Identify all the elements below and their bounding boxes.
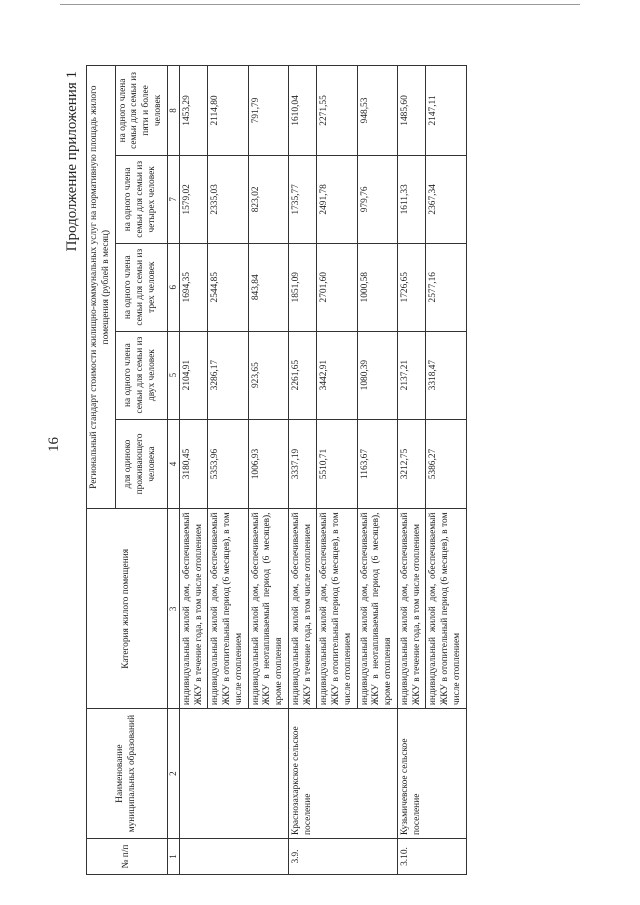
row-category: индивидуальный жилой дом, обеспечиваемый ЖКУ в отопительный период (6 месяцев), в том числе отоплением [208,509,248,709]
row-category: индивидуальный жилой дом, обеспечиваемый ЖКУ в неотапливаемый период (6 месяцев), кроме отопления [248,509,288,709]
header-col6: на одного члена семьи для семьи из трех человек [115,243,167,331]
cell-value: 2114,80 [208,66,248,156]
row-num [179,839,288,875]
header-col5: на одного члена семьи для семьи из двух человек [115,331,167,419]
column-number: 3 [167,509,179,709]
column-number: 8 [167,66,179,156]
row-category: индивидуальный жилой дом, обеспечиваемый ЖКУ в течение года, в том числе отоплением [397,509,426,709]
column-number: 1 [167,839,179,875]
row-municipality [179,709,288,839]
cell-value: 1611,33 [397,155,426,243]
cell-value: 1485,60 [397,66,426,156]
row-municipality: Кузьмичевское сельское поселение [397,709,466,839]
header-col8: на одного члена семьи для семьи из пяти и более человек [115,66,167,156]
header-col4: для одиноко проживающего человека [115,419,167,509]
cell-value: 1851,09 [288,243,317,331]
cell-value: 3180,45 [179,419,208,509]
row-category: индивидуальный жилой дом, обеспечиваемый ЖКУ в течение года, в том числе отоплением [179,509,208,709]
cell-value: 1579,02 [179,155,208,243]
housing-standard-table [86,65,467,875]
cell-value: 2104,91 [179,331,208,419]
cell-value: 2544,85 [208,243,248,331]
cell-value: 3337,19 [288,419,317,509]
cell-value: 1726,65 [397,243,426,331]
header-standard-title: Региональный стандарт стоимости жилищно-коммунальных услуг на нормативную площадь жилого помещения (рублей в месяц) [87,66,116,509]
cell-value: 2577,16 [426,243,466,331]
row-category: индивидуальный жилой дом, обеспечиваемый ЖКУ в неотапливаемый период (6 месяцев), кроме отопления [357,509,397,709]
row-category: индивидуальный жилой дом, обеспечиваемый ЖКУ в течение года, в том числе отоплением [288,509,317,709]
cell-value: 948,53 [357,66,397,156]
cell-value: 791,79 [248,66,288,156]
table-row [288,66,317,875]
cell-value: 1006,93 [248,419,288,509]
cell-value: 5353,96 [208,419,248,509]
page-number: 16 [46,437,62,452]
header-category: Категория жилого помещения [87,509,168,709]
cell-value: 3212,75 [397,419,426,509]
cell-value: 3286,17 [208,331,248,419]
column-number: 5 [167,331,179,419]
row-municipality: Краснозахаркское сельское поселение [288,709,397,839]
column-numbers-row [167,66,179,875]
cell-value: 1735,77 [288,155,317,243]
column-number: 7 [167,155,179,243]
table-row [397,66,426,875]
column-number: 4 [167,419,179,509]
cell-value: 823,02 [248,155,288,243]
cell-value: 1000,58 [357,243,397,331]
header-col7: на одного члена семьи для семьи из четырех человек [115,155,167,243]
row-category: индивидуальный жилой дом, обеспечиваемый ЖКУ в отопительный период (6 месяцев), в том числе отоплением [426,509,466,709]
header-municipality: Наименование муниципальных образований [87,709,168,839]
cell-value: 2491,78 [317,155,357,243]
row-num: 3.10. [397,839,466,875]
column-number: 6 [167,243,179,331]
cell-value: 2271,55 [317,66,357,156]
row-category: индивидуальный жилой дом, обеспечиваемый ЖКУ в отопительный период (6 месяцев), в том числе отоплением [317,509,357,709]
cell-value: 1694,35 [179,243,208,331]
cell-value: 2701,60 [317,243,357,331]
row-num: 3.9. [288,839,397,875]
cell-value: 2147,11 [426,66,466,156]
rotated-page-content [64,65,584,875]
cell-value: 2261,65 [288,331,317,419]
cell-value: 2335,03 [208,155,248,243]
cell-value: 923,65 [248,331,288,419]
cell-value: 1453,29 [179,66,208,156]
cell-value: 2367,34 [426,155,466,243]
cell-value: 1610,04 [288,66,317,156]
column-number: 2 [167,709,179,839]
table-row [179,66,208,875]
cell-value: 2137,21 [397,331,426,419]
continuation-heading: Продолжение приложения 1 [64,71,80,252]
cell-value: 3442,91 [317,331,357,419]
cell-value: 1163,67 [357,419,397,509]
cell-value: 843,84 [248,243,288,331]
cell-value: 979,76 [357,155,397,243]
cell-value: 5510,71 [317,419,357,509]
cell-value: 5386,27 [426,419,466,509]
cell-value: 3318,47 [426,331,466,419]
scan-edge-line [60,4,580,5]
header-num: № п/п [87,839,168,875]
cell-value: 1080,39 [357,331,397,419]
